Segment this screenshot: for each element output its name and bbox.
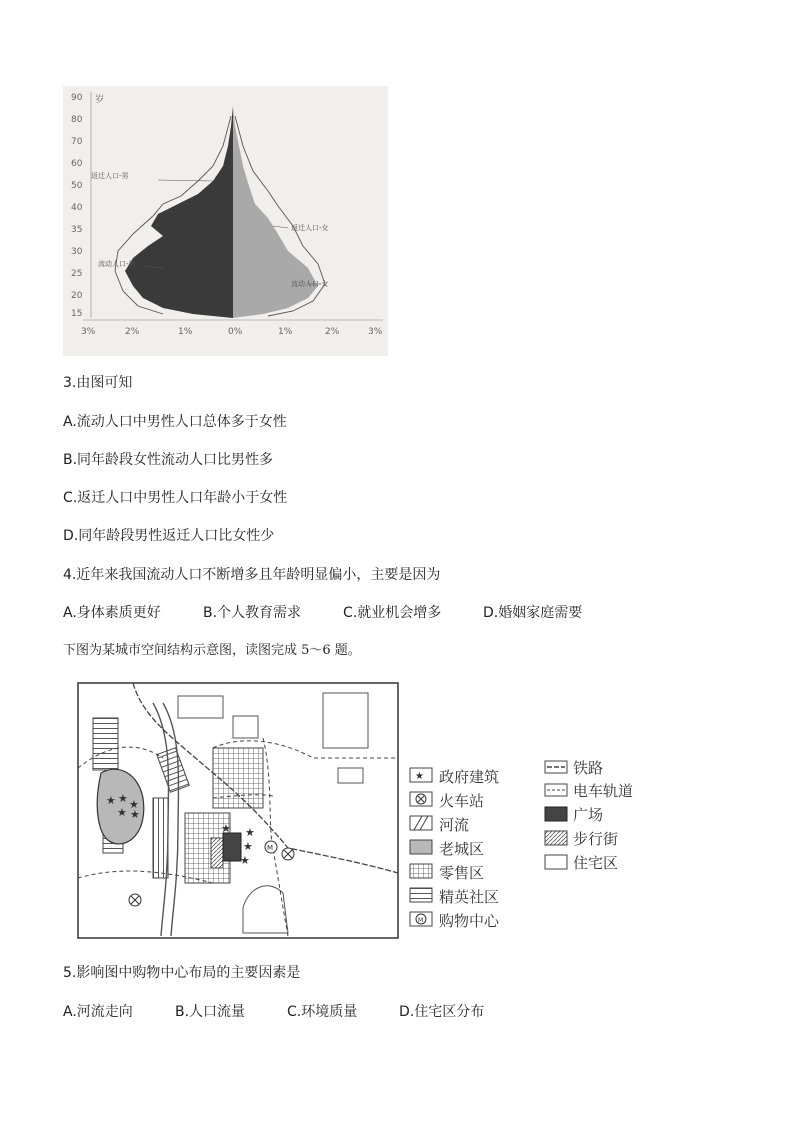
svg-text:★: ★ <box>240 854 250 867</box>
svg-text:★: ★ <box>118 792 128 805</box>
floating-male-area <box>125 106 233 318</box>
legend-mall: 购物中心 <box>439 912 500 930</box>
legend-pedestrian: 步行街 <box>573 830 619 848</box>
age-unit: 岁 <box>95 95 105 105</box>
legend-square: 广场 <box>573 806 604 824</box>
label-floating-female: 流动人口-女 <box>291 280 329 288</box>
map-legend <box>410 759 633 930</box>
label-floating-male: 流动人口-男 <box>98 260 136 268</box>
svg-text:2%: 2% <box>325 327 340 337</box>
label-return-male: 返迁人口-男 <box>91 172 129 180</box>
q4-option-d: D.婚姻家庭需要 <box>483 605 583 621</box>
svg-text:★: ★ <box>130 808 140 821</box>
legend-tram: 电车轨道 <box>573 782 634 800</box>
legend-elite: 精英社区 <box>439 888 500 906</box>
svg-text:M: M <box>418 917 424 924</box>
city-map-svg <box>73 678 673 943</box>
svg-text:M: M <box>267 844 274 852</box>
legend-station: 火车站 <box>439 792 485 810</box>
q5-stem: 5.影响图中购物中心布局的主要因素是 <box>63 965 301 981</box>
q5-option-b: B.人口流量 <box>175 1004 246 1020</box>
q3-option-a: A.流动人口中男性人口总体多于女性 <box>63 414 287 430</box>
svg-text:★: ★ <box>129 798 139 811</box>
q3-stem: 3.由图可知 <box>63 375 133 391</box>
svg-text:25: 25 <box>71 269 83 279</box>
q3-option-d: D.同年龄段男性返迁人口比女性少 <box>63 528 275 544</box>
legend-retail: 零售区 <box>439 864 485 882</box>
population-pyramid-figure <box>63 86 388 356</box>
legend-railway: 铁路 <box>573 759 604 777</box>
svg-text:20: 20 <box>71 291 83 301</box>
svg-text:0%: 0% <box>228 327 243 337</box>
svg-text:1%: 1% <box>178 327 193 337</box>
q4-option-c: C.就业机会增多 <box>343 605 442 621</box>
svg-text:3%: 3% <box>368 327 383 337</box>
section-intro: 下图为某城市空间结构示意图，读图完成 5～6 题。 <box>63 643 361 658</box>
q4-option-a: A.身体素质更好 <box>63 605 161 621</box>
svg-text:70: 70 <box>71 137 83 147</box>
svg-text:2%: 2% <box>125 327 140 337</box>
legend-residential: 住宅区 <box>573 854 619 872</box>
legend-old-town: 老城区 <box>439 840 485 858</box>
svg-text:80: 80 <box>71 115 83 125</box>
svg-text:★: ★ <box>245 826 255 839</box>
city-structure-figure <box>73 678 673 943</box>
svg-text:50: 50 <box>71 181 83 191</box>
svg-text:★: ★ <box>106 794 116 807</box>
svg-text:35: 35 <box>71 225 83 235</box>
svg-text:★: ★ <box>221 822 231 835</box>
svg-text:30: 30 <box>71 247 83 257</box>
svg-text:1%: 1% <box>278 327 293 337</box>
age-axis <box>71 92 104 319</box>
svg-text:15: 15 <box>71 309 83 319</box>
q4-option-b: B.个人教育需求 <box>203 605 302 621</box>
q5-option-a: A.河流走向 <box>63 1004 133 1020</box>
legend-river: 河流 <box>439 816 470 834</box>
svg-text:90: 90 <box>71 93 83 103</box>
svg-text:40: 40 <box>71 203 83 213</box>
svg-text:3%: 3% <box>81 327 96 337</box>
q5-option-d: D.住宅区分布 <box>399 1004 485 1020</box>
svg-text:★: ★ <box>243 840 253 853</box>
q3-option-b: B.同年龄段女性流动人口比男性多 <box>63 452 274 468</box>
q4-stem: 4.近年来我国流动人口不断增多且年龄明显偏小，主要是因为 <box>63 567 441 583</box>
label-return-female: 返迁人口-女 <box>291 224 329 232</box>
percent-axis <box>81 327 383 337</box>
svg-text:★: ★ <box>117 806 127 819</box>
q5-option-c: C.环境质量 <box>287 1004 358 1020</box>
pyramid-svg <box>63 86 388 356</box>
q3-option-c: C.返迁人口中男性人口年龄小于女性 <box>63 490 288 506</box>
legend-gov: 政府建筑 <box>439 768 500 786</box>
svg-text:★: ★ <box>415 771 424 782</box>
svg-text:60: 60 <box>71 159 83 169</box>
